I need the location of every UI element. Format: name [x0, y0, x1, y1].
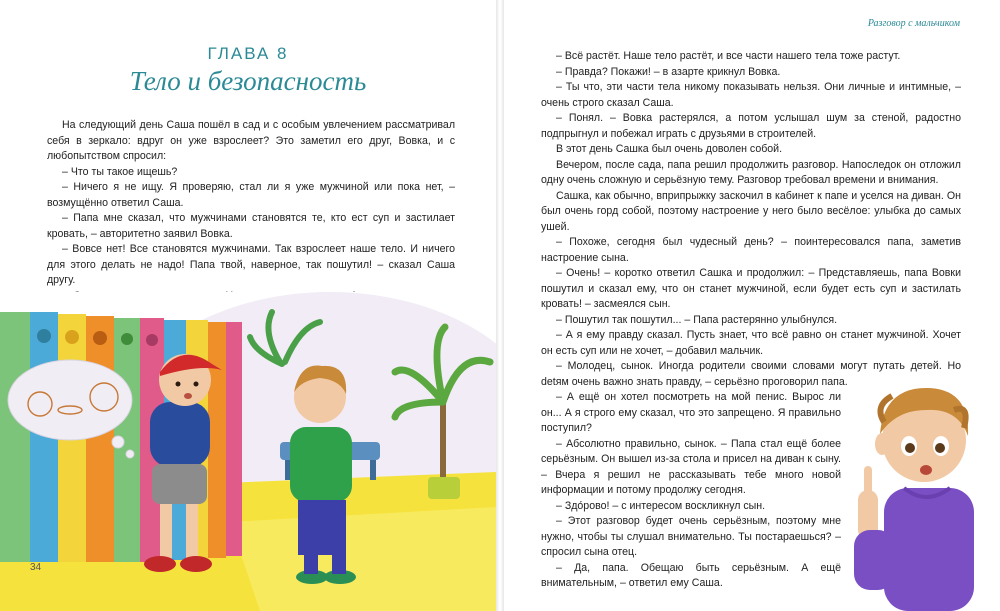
- right-page: [504, 0, 1000, 611]
- paragraph: – Правда? Покажи! – в азарте крикнул Вовка.: [556, 65, 781, 78]
- paragraph: На следующий день Саша пошёл в сад и с особым увлечением рассматривал себя в зеркало: вдруг он уже взрослеет? Это заметил его друг, Вовка, и с любопытством спросил:: [47, 119, 455, 162]
- paragraph: – А я ему правду сказал. Пусть знает, что всё равно он станет мужчиной. Хочет он есть суп или не хочет, – добавил мальчик.: [541, 329, 961, 357]
- paragraph: Вечером, после сада, папа решил продолжить разговор. Напоследок он отложил одну очень сложную и серьёзную тему. Разговор требовал времени и внимания.: [541, 158, 961, 186]
- left-page-text: [47, 118, 455, 320]
- paragraph: – Этот разговор будет очень серьёзным, поэтому мне нужно, чтобы ты слушал внимательно. Ты постараешься? – спросил сына отец.: [541, 515, 841, 558]
- paragraph: В этот день Сашка был очень доволен собой.: [556, 143, 783, 155]
- paragraph: – Папа мне сказал, что мужчинами становятся те, кто ест суп и застилает кровать, – авторитетно заявил Вовка.: [47, 212, 455, 240]
- paragraph: – Здо́рово! – с интересом воскликнул сын.: [556, 499, 766, 512]
- running-head: Разговор с мальчиком: [867, 18, 960, 29]
- paragraph: – Ты что, эти части тела никому показывать нельзя. Они личные и интимные, – очень строго сказал Саша.: [541, 81, 961, 109]
- left-page: [0, 0, 496, 611]
- paragraph: Сашка, как обычно, вприпрыжку заскочил в кабинет к папе и уселся на диван. Он был очень горд собой, поэтому настроение у него было весёлое: улыбка до самых ушей.: [541, 189, 961, 233]
- paragraph: – А ещё он хотел посмотреть на мой пенис. Вырос ли он... А я строго ему сказал, что это запрещено. Я правильно поступил?: [541, 391, 841, 434]
- paragraph: – Пошутил так пошутил... – Папа растерянно улыбнулся.: [556, 313, 838, 326]
- chapter-title: Тело и безопасность: [129, 66, 367, 96]
- paragraph: – Молодец, сынок. Иногда родители своими словами могут путать детей. Но detям очень важно знать правду, – серьёзно проговорил папа.: [541, 360, 961, 388]
- book-gutter: [496, 0, 504, 611]
- paragraph: – Абсолютно правильно, сынок. – Папа стал ещё более серьёзным. Он вышел из-за стола и присел на диван к сыну. – Вчера я решил не рассказывать тебе много новой информации и потому продолжу сегодня.: [541, 437, 841, 496]
- paragraph: – Всё растёт. Наше тело растёт, и все части нашего тела тоже растут.: [556, 50, 901, 62]
- paragraph: – Да, папа. Обещаю быть серьёзным. А ещё внимательным, – ответил ему Саша.: [541, 561, 841, 589]
- paragraph: – Очень! – коротко ответил Сашка и продолжил: – Представляешь, папа Вовки пошутил и сказал ему, что он станет мужчиной, если будет есть суп и застилать кровать! – засмеялся сын.: [541, 267, 961, 310]
- paragraph: – Похоже, сегодня был чудесный день? – поинтересовался папа, заметив настроение сына.: [541, 236, 961, 264]
- paragraph: – Ничего я не ищу. Я проверяю, стал ли я уже мужчиной или пока нет, – возмущённо ответил Саша.: [47, 181, 455, 209]
- paragraph: – Что ты такое ищешь?: [62, 165, 178, 178]
- page-number: 34: [30, 562, 42, 573]
- paragraph: – Понял. – Вовка растерялся, а потом услышал шум за стеной, радостно подпрыгнул и побежал играть с друзьями в строителей.: [541, 112, 961, 140]
- boy-raised-finger-illustration: [844, 370, 1000, 611]
- kindergarten-illustration: [0, 292, 496, 611]
- paragraph: – Вовсе нет! Все становятся мужчинами. Так взрослеет наше тело. И ничего для этого делать не надо! Папа твой, наверное, так пошутил! – сказал Саша другу.: [47, 243, 455, 286]
- chapter-label: ГЛАВА 8: [207, 44, 289, 63]
